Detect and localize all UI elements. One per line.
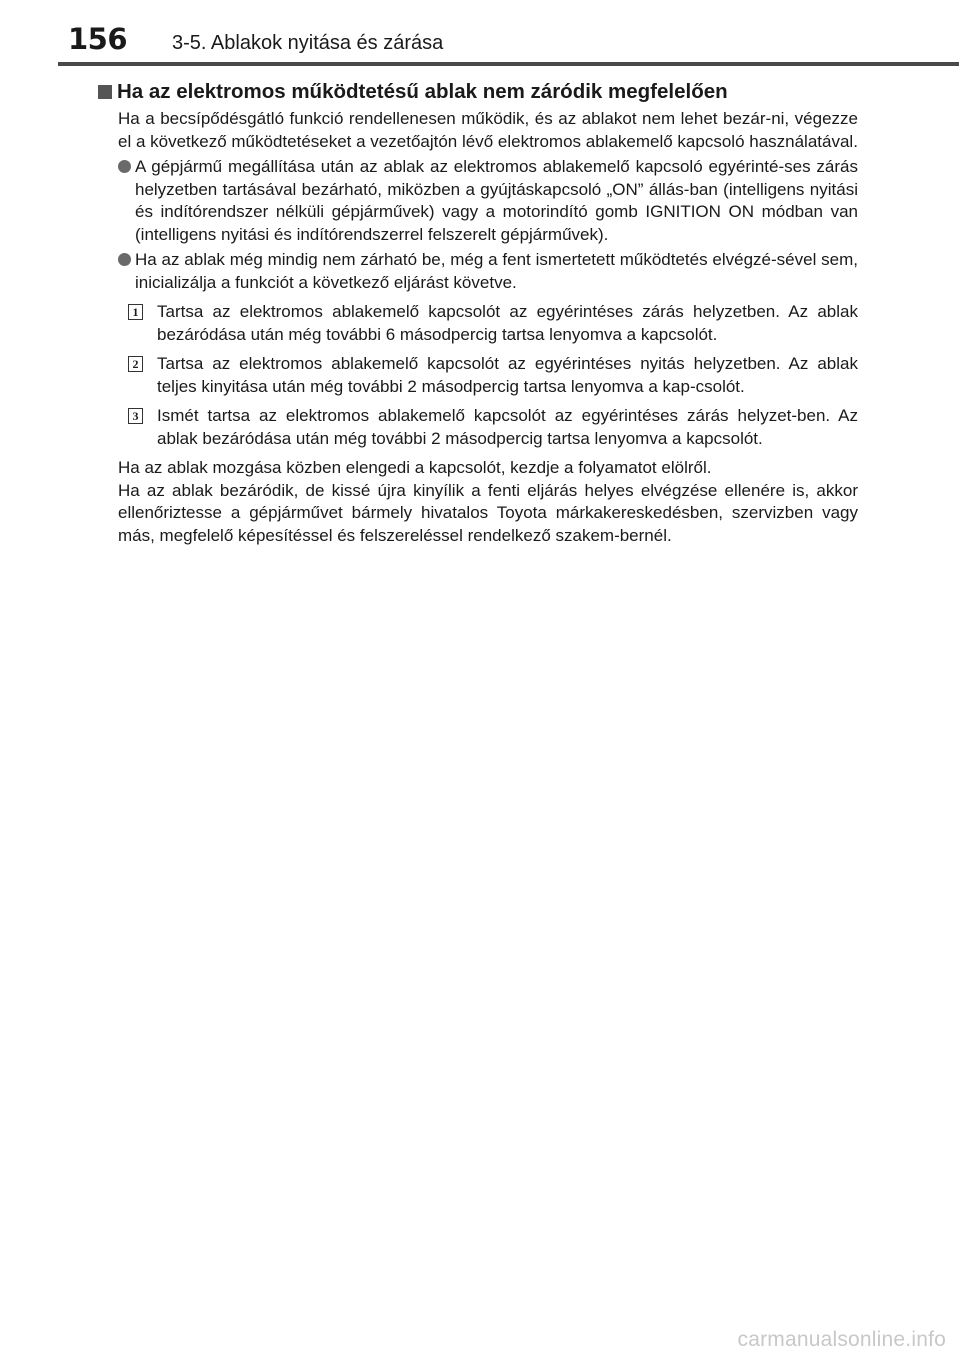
content [98, 78, 858, 547]
page-header [0, 0, 960, 66]
section-heading-text: Ha az elektromos működtetésű ablak nem záródik megfelelően [117, 80, 728, 103]
page-number: 156 [68, 22, 128, 56]
footer-line: Ha az ablak bezáródik, de kissé újra kinyílik a fenti eljárás helyes elvégzése ellenére is, akkor ellenőriztesse a gépjárművet bármely hivatalos Toyota márkakereskedésben, szervizben vagy más, megfelelő képesítéssel és felszereléssel rendelkező szakem-bernél. [118, 480, 858, 545]
step-item [98, 301, 858, 346]
section-title: 3-5. Ablakok nyitása és zárása [172, 32, 444, 54]
round-bullet-icon [118, 253, 131, 266]
bullet-item [118, 156, 858, 246]
intro-paragraph: Ha a becsípődésgátló funkció rendellenesen működik, és az ablakot nem lehet bezár-ni, végezze el a következő működtetéseket a vezetőajtón lévő elektromos ablakemelő kapcsoló használatával. [118, 109, 858, 151]
step-item [98, 353, 858, 398]
step-text: Tartsa az elektromos ablakemelő kapcsolót az egyérintéses zárás helyzetben. Az ablak bezáródása után még további 6 másodpercig tartsa lenyomva a kapcsolót. [157, 302, 858, 344]
step-number-badge: 1 [128, 304, 143, 320]
footer-line: Ha az ablak mozgása közben elengedi a kapcsolót, kezdje a folyamatot elölről. [118, 458, 712, 477]
step-number-badge: 3 [128, 408, 143, 424]
step-number-badge: 2 [128, 356, 143, 372]
round-bullet-icon [118, 160, 131, 173]
bullet-item [118, 249, 858, 294]
square-bullet-icon [98, 85, 112, 99]
step-text: Ismét tartsa az elektromos ablakemelő kapcsolót az egyérintéses zárás helyzet-ben. Az ablak bezáródása után még további 2 másodpercig tartsa lenyomva a kapcsolót. [157, 406, 858, 448]
bullet-text: A gépjármű megállítása után az ablak az elektromos ablakemelő kapcsoló egyérinté-ses zárás helyzetben tartásával bezárható, miközben a gyújtáskapcsoló „ON” állás-ban (intelligens nyitási és indítórendszer nélküli gépjárművek) vagy a motorindító gomb IGNITION ON módban van (intelligens nyitási és indítórendszerrel felszerelt gépjárművek). [135, 157, 858, 244]
step-item [98, 405, 858, 450]
step-text: Tartsa az elektromos ablakemelő kapcsolót az egyérintéses nyitás helyzetben. Az ablak teljes kinyitása után még további 2 másodpercig tartsa lenyomva a kap-csolót. [157, 354, 858, 396]
footer-notes [118, 457, 858, 547]
site-watermark: carmanualsonline.info [737, 1328, 946, 1351]
bullet-text: Ha az ablak még mindig nem zárható be, még a fent ismertetett működtetés elvégzé-sével sem, inicializálja a funkciót a következő eljárást követve. [135, 250, 858, 292]
section-heading [98, 78, 858, 106]
header-rule [58, 62, 959, 66]
